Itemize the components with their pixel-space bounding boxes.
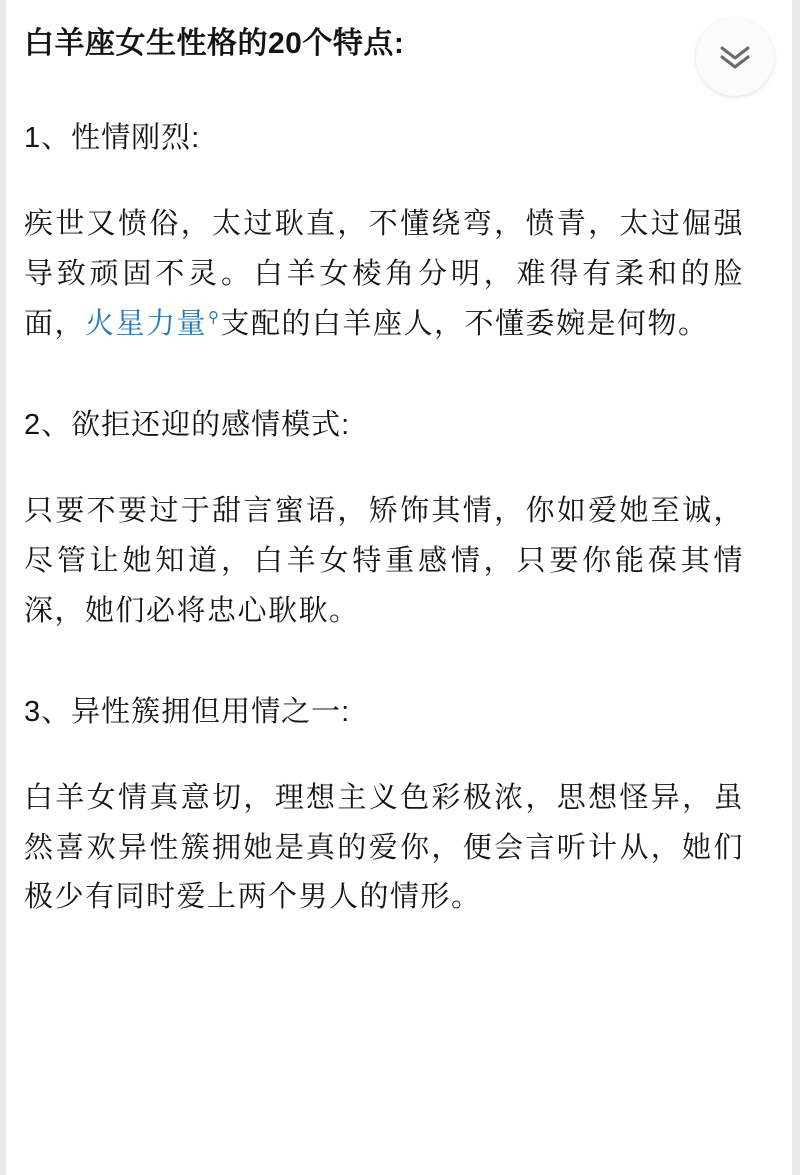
- right-edge-strip: [792, 0, 800, 1175]
- chevron-double-down-icon: [718, 44, 752, 70]
- inline-search-link-label: 火星力量: [85, 307, 208, 340]
- section-heading-1: 1、性情刚烈:: [24, 122, 201, 154]
- collapse-button[interactable]: [696, 18, 774, 96]
- section-heading-2: 2、欲拒还迎的感情模式:: [24, 408, 351, 441]
- section-body-3: 白羊女情真意切，理想主义色彩极浓，思想怪异，虽然喜欢异性簇拥她是真的爱你，便会言听计从，她们极少有同时爱上两个男人的情形。: [24, 781, 744, 914]
- section-body-1: [24, 200, 770, 350]
- search-icon: ⚲: [208, 309, 221, 327]
- section-heading-3: 3、异性簇拥但用情之一:: [24, 695, 351, 728]
- left-edge-strip: [0, 0, 6, 1175]
- inline-search-link[interactable]: [85, 308, 221, 340]
- section-body-1-part1: 疾世又愤俗，太过耿直，不懂绕弯，愤青，太过倔强导致顽固不灵。白羊女棱角分明，难得有柔和的脸面，: [24, 208, 744, 340]
- section-body-2: 只要不要过于甜言蜜语，矫饰其情，你如爱她至诚，尽管让她知道，白羊女特重感情，只要你能葆其情深，她们必将忠心耿耿。: [24, 494, 744, 627]
- section-body-1-part2: 支配的白羊座人，不懂委婉是何物。: [220, 307, 709, 340]
- page-title: 白羊座女生性格的20个特点:: [24, 27, 405, 60]
